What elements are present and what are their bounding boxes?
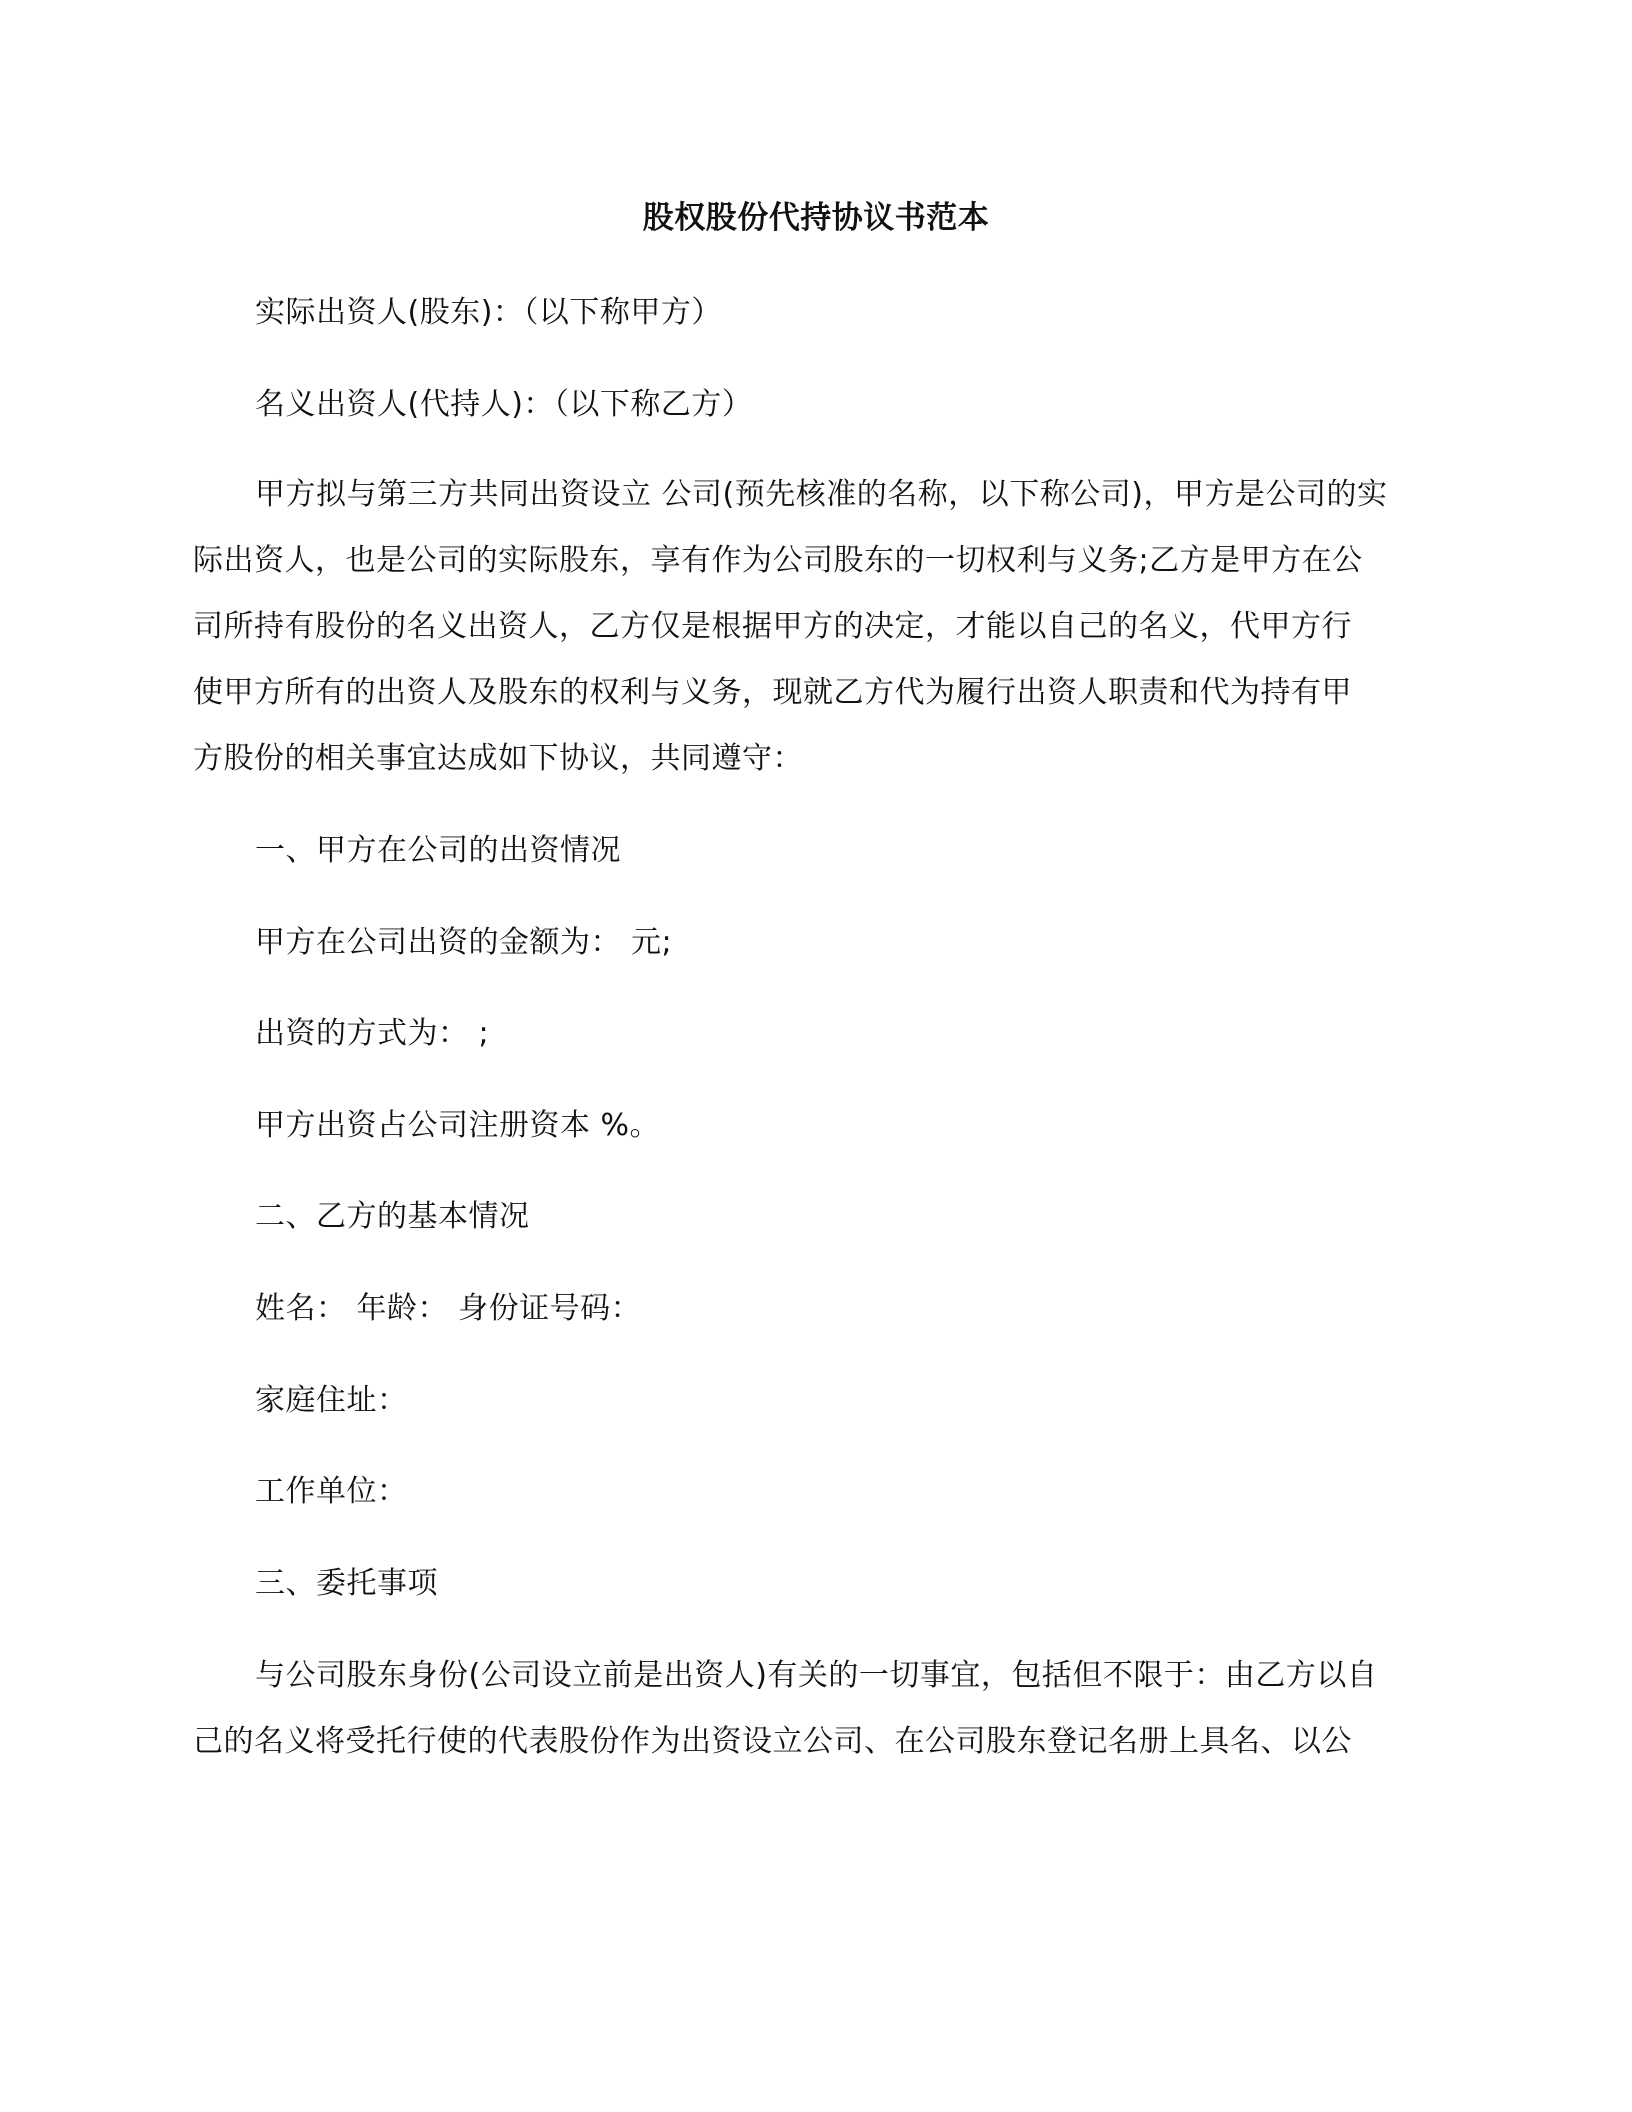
- field-line: 工作单位：: [255, 1474, 408, 1509]
- field-line: 姓名： 年龄： 身份证号码：: [255, 1291, 642, 1326]
- party-b-line: 名义出资人(代持人)：（以下称乙方）: [255, 387, 753, 422]
- paragraph-line: 司所持有股份的名义出资人，乙方仅是根据甲方的决定，才能以自己的名义，代甲方行: [193, 609, 1352, 644]
- paragraph-line: 己的名义将受托行使的代表股份作为出资设立公司、在公司股东登记名册上具名、以公: [193, 1724, 1352, 1759]
- paragraph-line: 甲方拟与第三方共同出资设立 公司(预先核准的名称，以下称公司)，甲方是公司的实: [255, 477, 1388, 512]
- paragraph-line: 与公司股东身份(公司设立前是出资人)有关的一切事宜，包括但不限于：由乙方以自: [255, 1658, 1378, 1693]
- party-a-line: 实际出资人(股东)：（以下称甲方）: [255, 295, 722, 330]
- field-line: 甲方在公司出资的金额为： 元;: [255, 925, 673, 960]
- field-line: 出资的方式为： ;: [255, 1016, 490, 1051]
- paragraph-line: 际出资人，也是公司的实际股东，享有作为公司股东的一切权利与义务;乙方是甲方在公: [193, 543, 1363, 578]
- paragraph-line: 方股份的相关事宜达成如下协议，共同遵守：: [193, 741, 803, 776]
- section-heading: 一、甲方在公司的出资情况: [255, 833, 621, 868]
- field-line: 甲方出资占公司注册资本 %。: [255, 1108, 661, 1143]
- section-heading: 二、乙方的基本情况: [255, 1199, 530, 1234]
- paragraph-line: 使甲方所有的出资人及股东的权利与义务，现就乙方代为履行出资人职责和代为持有甲: [193, 675, 1352, 710]
- section-heading: 三、委托事项: [255, 1566, 438, 1601]
- document-title: 股权股份代持协议书范本: [642, 200, 990, 236]
- field-line: 家庭住址：: [255, 1383, 408, 1418]
